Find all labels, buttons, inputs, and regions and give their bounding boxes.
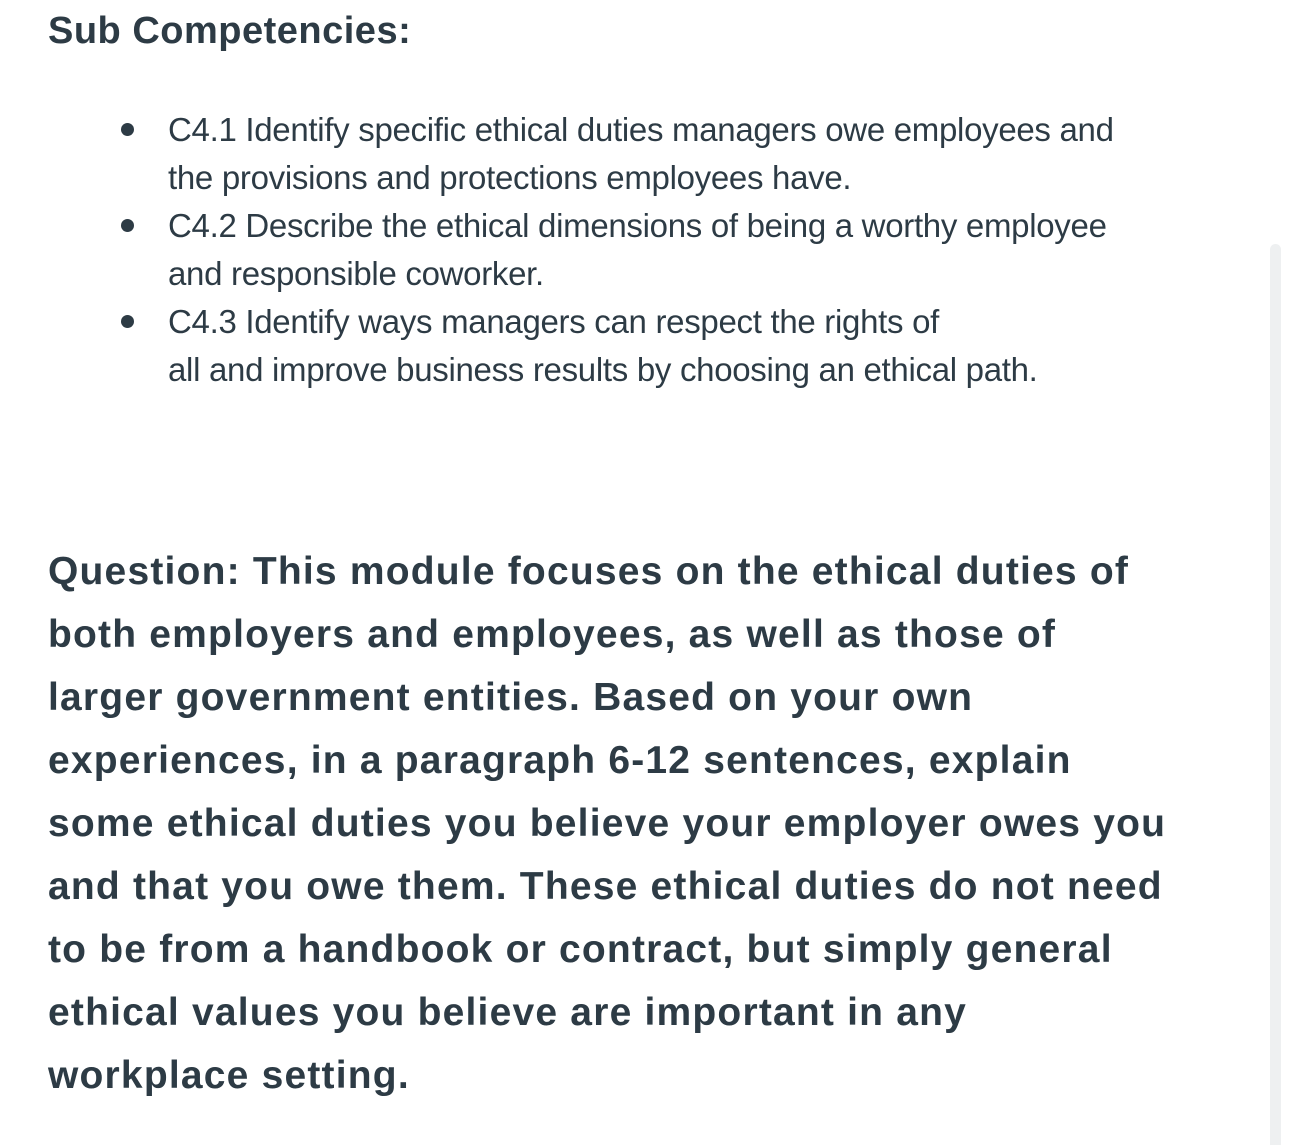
scrollbar[interactable]: [1270, 244, 1281, 1145]
competency-text: [168, 106, 1228, 202]
competency-list: [48, 106, 1248, 394]
question-line: and that you owe them. These ethical duties do not need: [48, 865, 1163, 908]
bullet-icon: [121, 315, 134, 328]
bullet-icon: [121, 123, 134, 136]
question-line: both employers and employees, as well as those of: [48, 613, 1057, 656]
sub-competencies-heading: Sub Competencies:: [48, 10, 412, 52]
list-item: [48, 298, 1248, 394]
competency-line: C4.3 Identify ways managers can respect the rights of: [168, 303, 939, 340]
question-text: [48, 540, 1243, 1107]
question-line: workplace setting.: [48, 1054, 410, 1097]
question-line: ethical values you believe are important in any: [48, 991, 968, 1034]
competency-line: all and improve business results by choosing an ethical path.: [168, 351, 1038, 388]
competency-line: and responsible coworker.: [168, 255, 544, 292]
question-line: some ethical duties you believe your employer owes you: [48, 802, 1167, 845]
competency-line: C4.1 Identify specific ethical duties managers owe employees and: [168, 111, 1114, 148]
list-item: [48, 106, 1248, 202]
question-line: Question: This module focuses on the ethical duties of: [48, 550, 1130, 593]
competency-text: [168, 202, 1228, 298]
list-item: [48, 202, 1248, 298]
competency-line: the provisions and protections employees have.: [168, 159, 852, 196]
question-line: experiences, in a paragraph 6-12 sentences, explain: [48, 739, 1072, 782]
competency-line: C4.2 Describe the ethical dimensions of being a worthy employee: [168, 207, 1107, 244]
question-line: larger government entities. Based on your own: [48, 676, 974, 719]
question-line: to be from a handbook or contract, but simply general: [48, 928, 1113, 971]
bullet-icon: [121, 219, 134, 232]
competency-text: [168, 298, 1228, 394]
